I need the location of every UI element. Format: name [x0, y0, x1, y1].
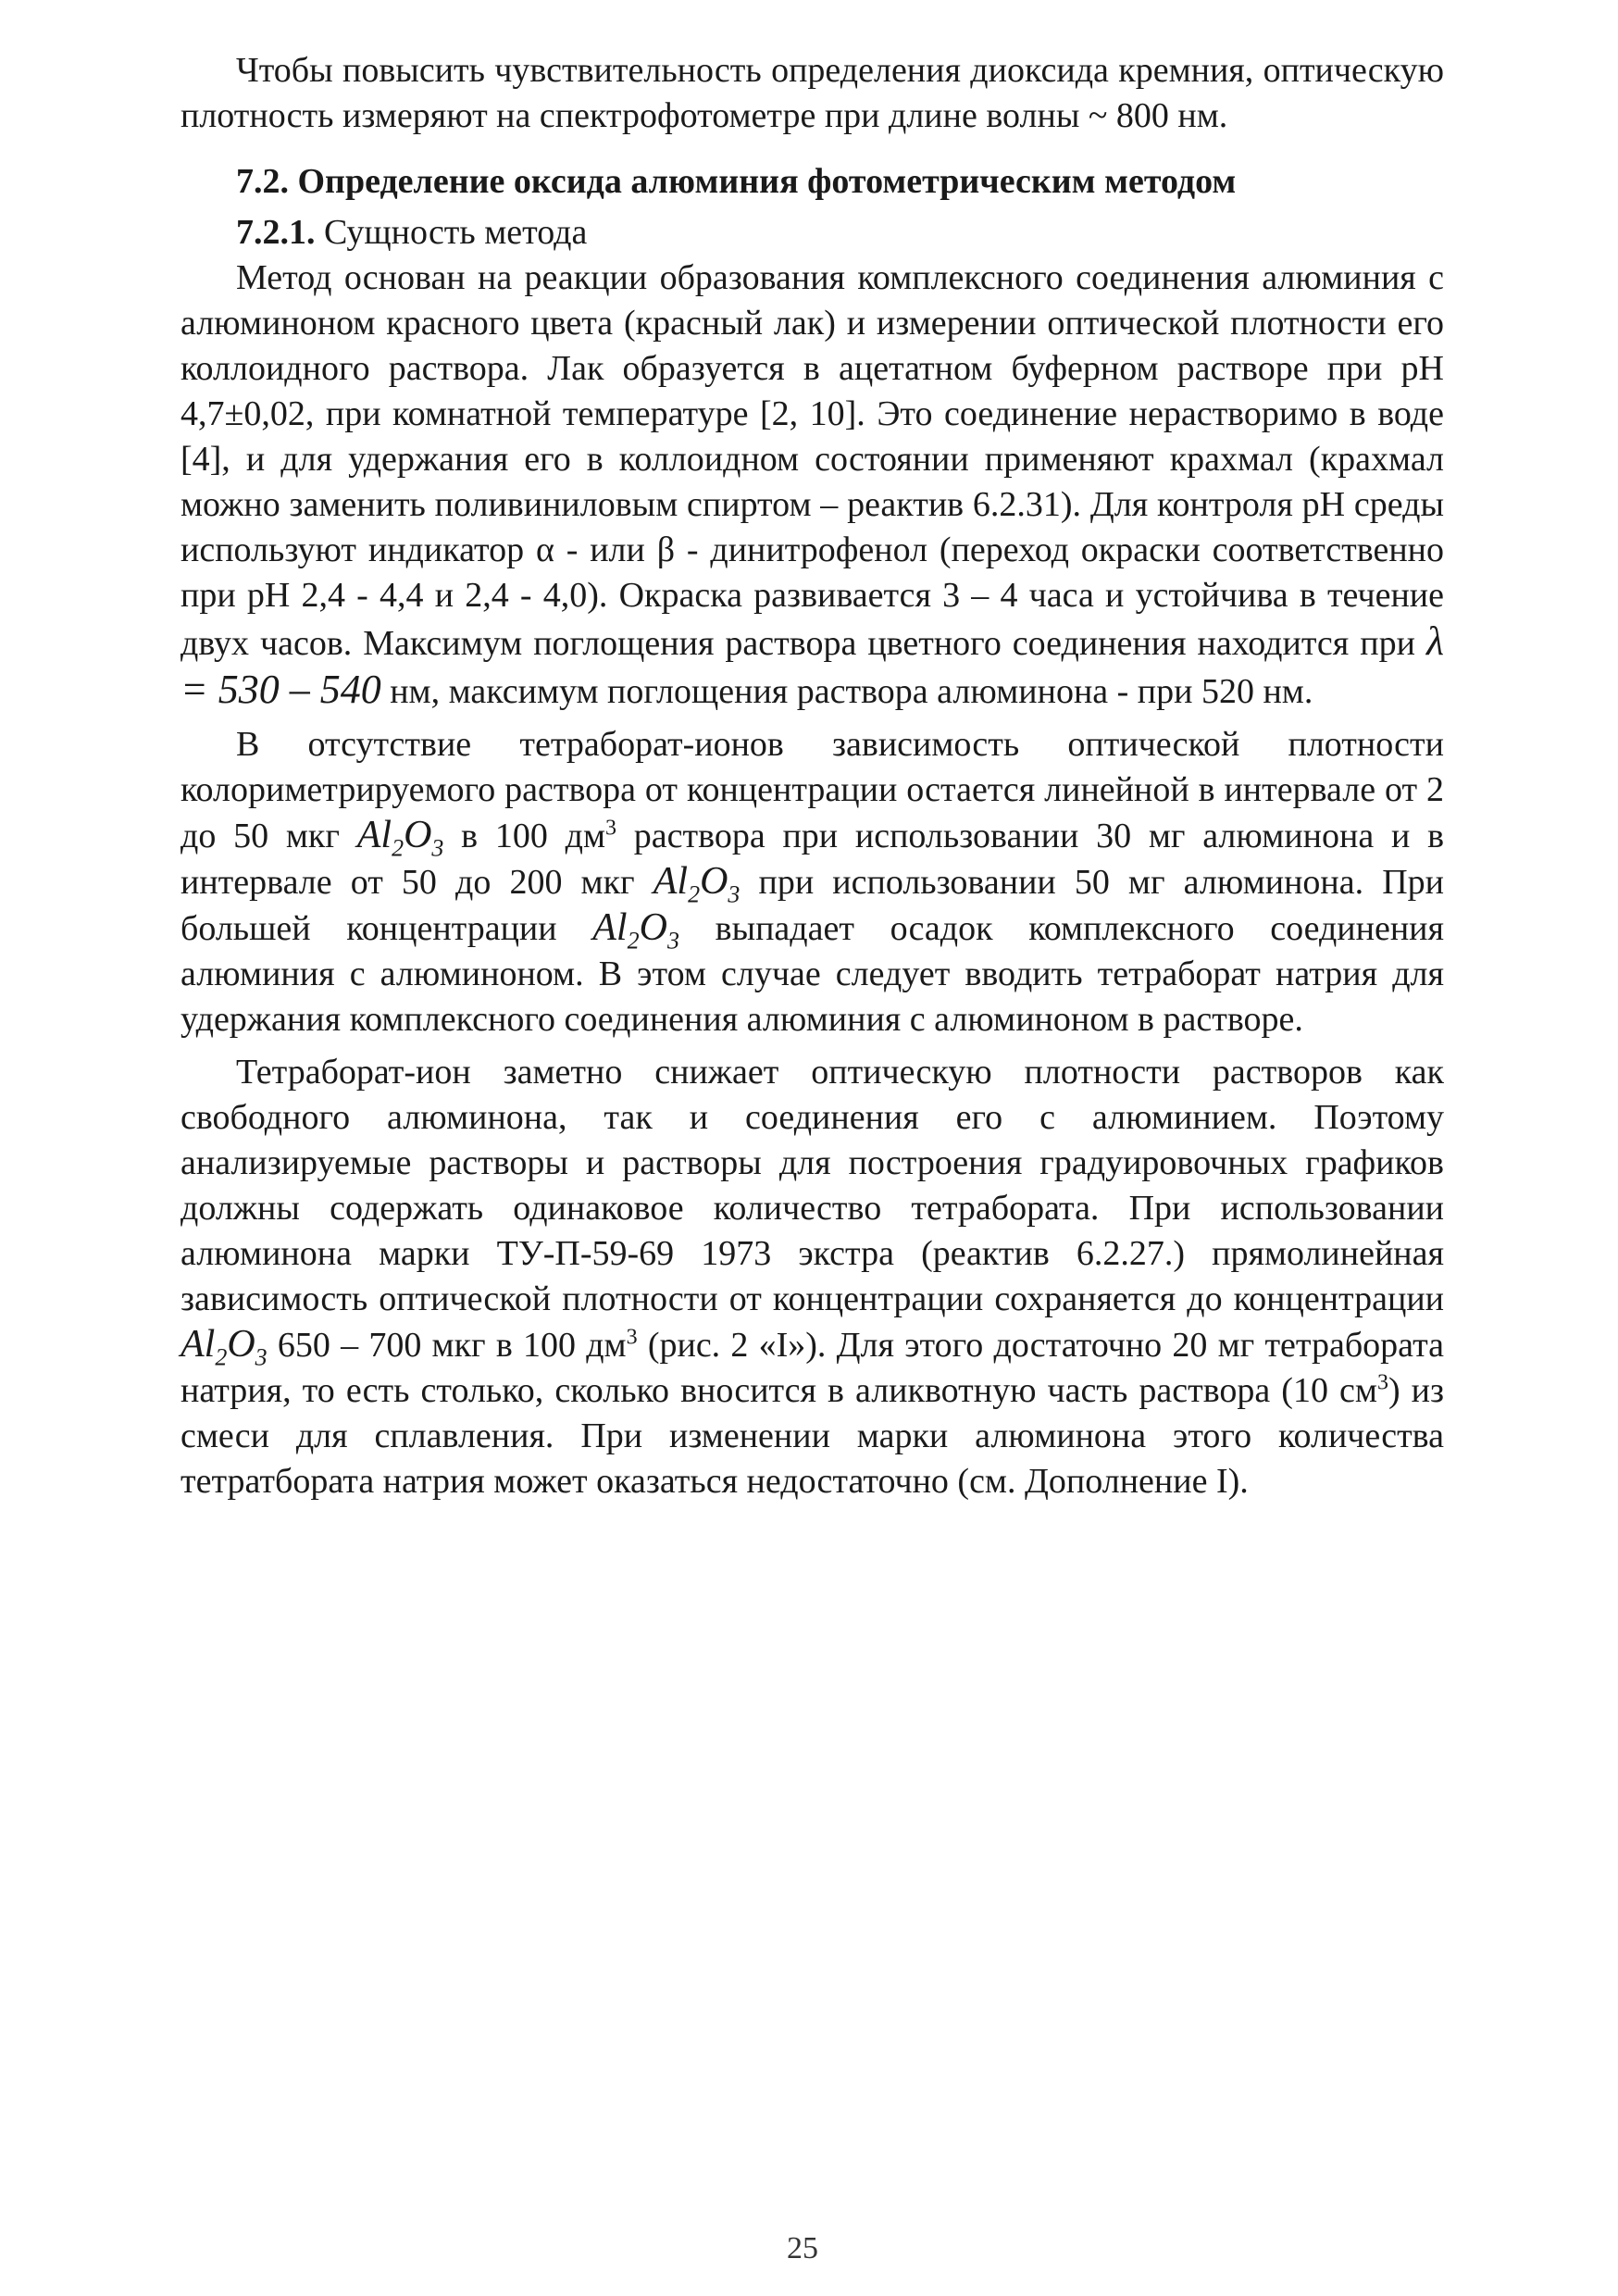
formula-sub-2: 2: [392, 834, 404, 862]
tetraborate-text-c: (рис. 2 «I»). Для этого достаточно 20 мг тетрабората натрия, то есть столько, сколько вносится в аликвотную часть раствора (10 см: [180, 1326, 1445, 1410]
formula-sub-2: 2: [215, 1343, 228, 1371]
method-text-b: нм, максимум поглощения раствора алюминона - при 520 нм.: [390, 672, 1313, 711]
cm3-superscript: 3: [1376, 1370, 1388, 1395]
method-text-a: Метод основан на реакции образования комплексного соединения алюминия с алюминоном красного цвета (красный лак) и измерении оптической плотности его коллоидного раствора. Лак образуется в ацетатном буферном растворе при pH 4,7±0,02, при комнатной температуре [2, 10]. Это соединение нерастворимо в воде [4], и для удержания его в коллоидном состоянии применяют крахмал (крахмал можно заменить поливиниловым спиртом – реактив 6.2.31). Для контроля pH среды используют индикатор α - или β - динитрофенол (переход окраски соответственно при pH 2,4 - 4,4 и 2,4 - 4,0). Окраска развивается 3 – 4 часа и устойчива в течение двух часов. Максимум поглощения раствора цветного соединения находится при: [180, 258, 1444, 663]
borate-text-e: выпадает осадок комплексного соединения алюминия с алюминоном. В этом случае следует вводить тетраборат натрия для удержания комплексного соединения алюминия с алюминоном в растворе.: [180, 909, 1444, 1039]
dm3-superscript-2: 3: [626, 1325, 638, 1350]
subsection-number: 7.2.1.: [236, 213, 316, 252]
tetraborate-text-d: ) из смеси для сплавления. При изменении марки алюминона этого количества тетратбората натрия может оказаться недостаточно (см. Дополнение I).: [180, 1371, 1444, 1501]
method-paragraph: [180, 256, 1444, 715]
formula-o: O: [700, 860, 728, 903]
formula-o: O: [227, 1323, 255, 1366]
al2o3-formula-1: [356, 814, 444, 862]
section-heading: [180, 159, 1444, 205]
al2o3-formula-2: [653, 860, 741, 908]
dm3-superscript: 3: [605, 816, 617, 841]
subsection-heading: [180, 210, 1444, 256]
intro-text: Чтобы повысить чувствительность определения диоксида кремния, оптическую плотность измеряют на спектрофотометре при длине волны ~ 800 нм.: [180, 51, 1444, 135]
tetraborate-text-a: Тетраборат-ион заметно снижает оптическую плотности растворов как свободного алюминона, так и соединения его с алюминием. Поэтому анализируемые растворы и растворы для построения градуировочных графиков должны содержать одинаковое количество тетрабората. При использовании алюминона марки ТУ-П-59-69 1973 экстра (реактив 6.2.27.) прямолинейная зависимость оптической плотности от концентрации сохраняется до концентрации: [180, 1053, 1444, 1318]
formula-sub-2: 2: [627, 927, 640, 955]
borate-paragraph: [180, 722, 1444, 1042]
formula-o: O: [404, 814, 432, 856]
borate-text-c: раствора при использовании 30 мг алюминона и в интервале от 50 до 200 мкг: [180, 817, 1445, 902]
page-content: [180, 48, 1444, 1512]
subsection-title: Сущность метода: [324, 213, 588, 252]
formula-al: Al: [180, 1323, 216, 1366]
tetraborate-paragraph: [180, 1050, 1444, 1504]
formula-al: Al: [356, 814, 392, 856]
page-number: 25: [787, 2231, 818, 2265]
borate-text-d: при использовании 50 мг алюминона. При большей концентрации: [180, 863, 1445, 948]
formula-al: Al: [592, 906, 628, 949]
intro-paragraph: [180, 48, 1444, 139]
formula-al: Al: [653, 860, 689, 903]
formula-sub-3: 3: [255, 1343, 268, 1371]
al2o3-formula-4: [180, 1323, 268, 1371]
formula-sub-3: 3: [666, 927, 679, 955]
formula-o: O: [639, 906, 667, 949]
tetraborate-text-b: 650 – 700 мкг в 100 дм: [277, 1326, 627, 1365]
section-number: 7.2.: [236, 162, 289, 201]
formula-sub-2: 2: [688, 880, 701, 908]
al2o3-formula-3: [592, 906, 679, 955]
borate-text-b: в 100 дм: [461, 817, 606, 855]
section-title: Определение оксида алюминия фотометрическим методом: [297, 162, 1237, 201]
formula-sub-3: 3: [431, 834, 444, 862]
formula-sub-3: 3: [728, 880, 741, 908]
borate-text-a: В отсутствие тетраборат-ионов зависимость оптической плотности колориметрируемого раствора от концентрации остается линейной в интервале от 2 до 50 мкг: [180, 725, 1444, 855]
wavelength-formula: λ = 530 – 540: [180, 618, 1444, 712]
